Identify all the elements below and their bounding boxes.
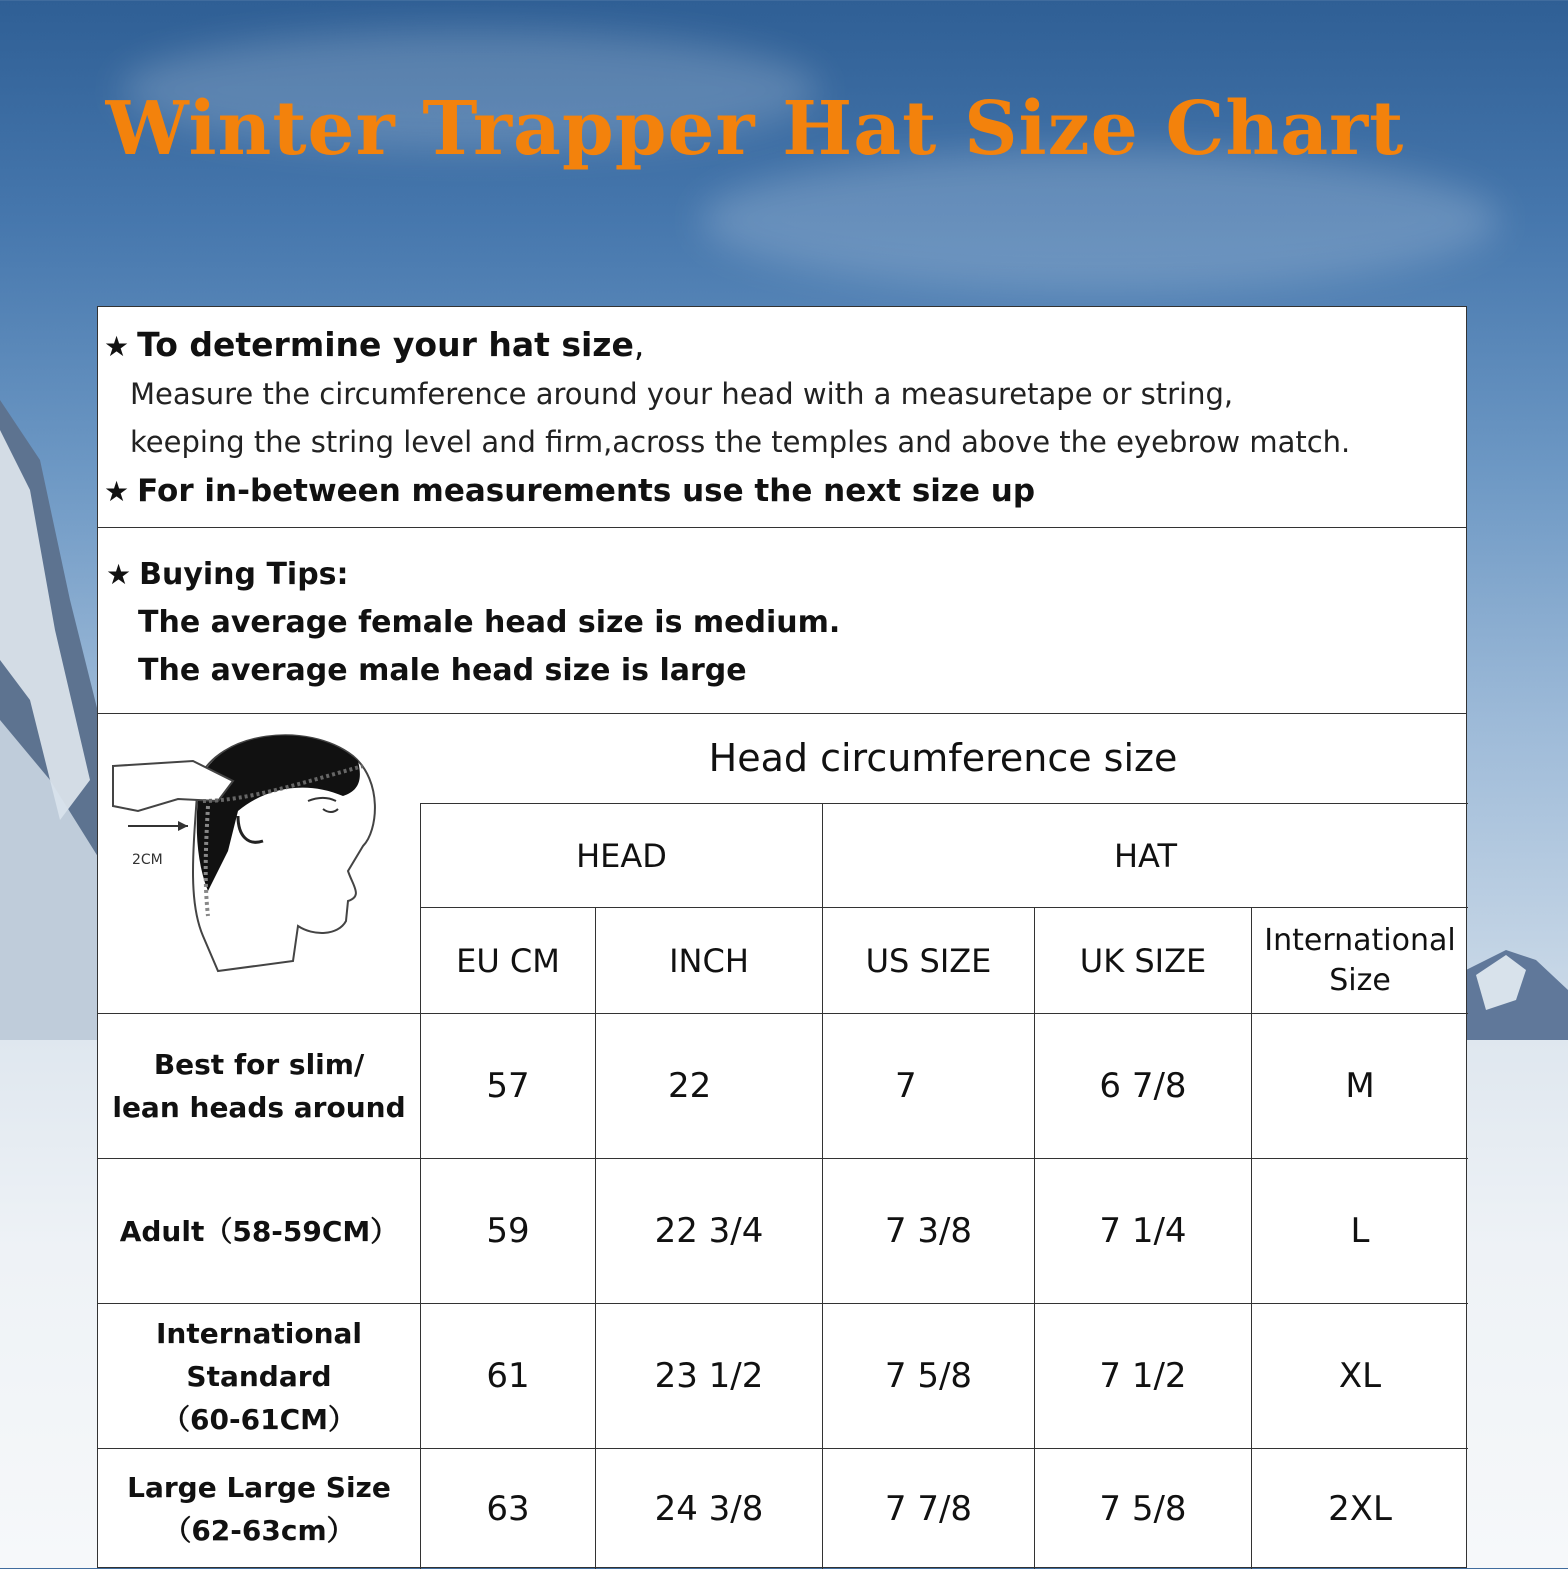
- instructions-line-2: keeping the string level and firm,across the temples and above the eyebrow match.: [130, 425, 1351, 459]
- col-eu-cm: EU CM: [420, 907, 595, 1013]
- table-title: Head circumference size: [708, 736, 1178, 780]
- cell-us-size: 7 7/8: [822, 1448, 1034, 1569]
- head-measuring-illustration: [108, 721, 408, 981]
- cell-us-size: 7 5/8: [822, 1303, 1034, 1448]
- cell-eu-cm: 61: [420, 1303, 595, 1448]
- row-label-line: International: [155, 1316, 362, 1350]
- illustration-label: 2CM: [132, 852, 163, 868]
- col-international-size: [1251, 907, 1468, 1013]
- instructions-line-1: Measure the circumference around your head with a measuretape or string,: [130, 377, 1234, 411]
- instructions-heading: [104, 325, 644, 364]
- row-label-line: Standard: [186, 1359, 332, 1393]
- row-label-line: lean heads around: [112, 1091, 406, 1124]
- buying-tips: [98, 527, 1466, 714]
- row-label-line: （62-63cm）: [163, 1514, 355, 1547]
- cell-uk-size: 7 1/4: [1034, 1158, 1251, 1303]
- instructions-tip: [104, 473, 1035, 509]
- instructions-tip-text: For in-between measurements use the next size up: [137, 473, 1036, 509]
- buying-tips-line-1: The average female head size is medium.: [138, 605, 841, 640]
- star-icon: ★: [104, 475, 130, 508]
- cell-inch: 22 3/4: [595, 1158, 822, 1303]
- cell-uk-size: 6 7/8: [1034, 1013, 1251, 1158]
- measure-instructions: [98, 307, 1466, 528]
- cell-inch: 24 3/8: [595, 1448, 822, 1569]
- buying-tips-line-2: The average male head size is large: [138, 653, 747, 688]
- col-us-size: US SIZE: [822, 907, 1034, 1013]
- cell-international-size: L: [1251, 1158, 1468, 1303]
- group-head: HEAD: [420, 803, 822, 907]
- cell-eu-cm: 59: [420, 1158, 595, 1303]
- cell-inch: 23 1/2: [595, 1303, 822, 1448]
- instructions-heading-text: To determine your hat size: [137, 325, 634, 364]
- cell-uk-size: 7 5/8: [1034, 1448, 1251, 1569]
- mountain-right: [1466, 940, 1568, 1050]
- row-label-line: Large Large Size: [127, 1471, 391, 1504]
- cell-eu-cm: 63: [420, 1448, 595, 1569]
- col-international-line-2: Size: [1329, 962, 1391, 998]
- col-international-line-1: International: [1264, 922, 1456, 958]
- buying-tips-heading-text: Buying Tips:: [139, 557, 349, 592]
- row-label: [98, 1158, 420, 1303]
- mountain-left: [0, 400, 110, 1060]
- cell-international-size: M: [1251, 1013, 1468, 1158]
- cell-inch: 22: [595, 1013, 822, 1158]
- star-icon: ★: [104, 330, 130, 363]
- row-label-line: Adult（58-59CM）: [119, 1214, 399, 1248]
- col-inch: INCH: [595, 907, 822, 1013]
- instructions-heading-comma: ,: [633, 325, 645, 364]
- cell-us-size: 7: [822, 1013, 1034, 1158]
- cell-international-size: 2XL: [1251, 1448, 1468, 1569]
- cell-us-size: 7 3/8: [822, 1158, 1034, 1303]
- row-label-line: （60-61CM）: [162, 1402, 356, 1436]
- row-label: [98, 1013, 420, 1158]
- group-hat: HAT: [822, 803, 1468, 907]
- row-label: [98, 1303, 420, 1448]
- cell-international-size: XL: [1251, 1303, 1468, 1448]
- col-uk-size: UK SIZE: [1034, 907, 1251, 1013]
- star-icon: ★: [106, 558, 132, 591]
- row-label: [98, 1448, 420, 1569]
- cell-uk-size: 7 1/2: [1034, 1303, 1251, 1448]
- size-chart-panel: [97, 306, 1467, 1568]
- row-label-line: Best for slim/: [153, 1048, 365, 1081]
- cell-eu-cm: 57: [420, 1013, 595, 1158]
- page-title: Winter Trapper Hat Size Chart: [105, 86, 1405, 172]
- size-table: [98, 713, 1466, 1569]
- buying-tips-heading: [106, 557, 349, 592]
